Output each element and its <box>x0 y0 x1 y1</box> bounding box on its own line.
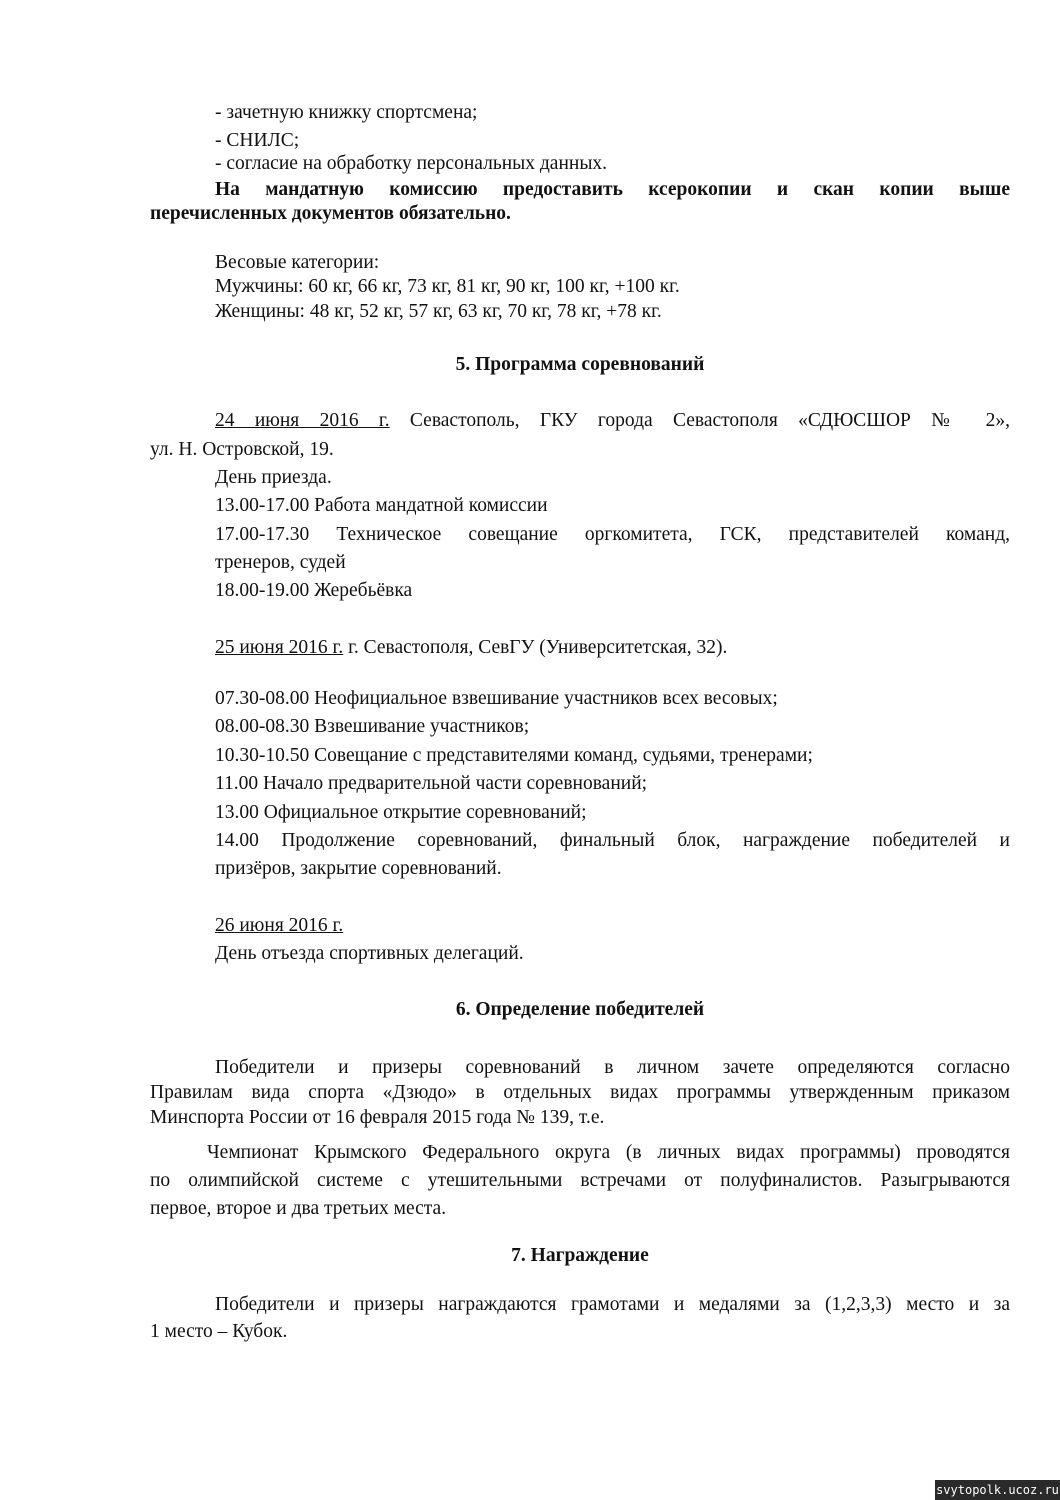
paragraph-line: первое, второе и два третьих места. <box>150 1198 447 1219</box>
paragraph-line: Правилам вида спорта «Дзюдо» в отдельных видах программы утвержденным приказом <box>150 1082 1010 1103</box>
schedule-item: 10.30-10.50 Совещание с представителями команд, судьями, тренерами; <box>215 745 813 766</box>
schedule-item-cont: призёров, закрытие соревнований. <box>215 858 502 879</box>
paragraph-line: по олимпийской системе с утешительными встречами от полуфиналистов. Разыгрываются <box>150 1170 1010 1191</box>
day2-date: 25 июня 2016 г. <box>215 637 344 658</box>
mandate-note-line: На мандатную комиссию предоставить ксерокопии и скан копии выше <box>215 179 1010 200</box>
paragraph-line: Чемпионат Крымского Федерального округа (в личных видах программы) проводятся <box>207 1142 1010 1163</box>
doc-list-item: - зачетную книжку спортсмена; <box>215 102 478 123</box>
section-heading: 6. Определение победителей <box>455 999 705 1020</box>
weights-women: Женщины: 48 кг, 52 кг, 57 кг, 63 кг, 70 кг, 78 кг, +78 кг. <box>215 301 662 322</box>
schedule-item: 11.00 Начало предварительной части соревнований; <box>215 773 648 794</box>
day1-place: Севастополь, ГКУ города Севастополя «СДЮСШОР № 2», <box>389 410 1010 431</box>
day3-text: День отъезда спортивных делегаций. <box>215 943 524 964</box>
day1-arrival: День приезда. <box>215 467 332 488</box>
day1-place-line <box>215 409 1010 433</box>
schedule-item: 07.30-08.00 Неофициальное взвешивание участников всех весовых; <box>215 688 778 709</box>
paragraph-line: Победители и призеры награждаются грамотами и медалями за (1,2,3,3) место и за <box>215 1294 1010 1315</box>
doc-list-item: - СНИЛС; <box>215 130 300 151</box>
weights-title: Весовые категории: <box>215 252 380 273</box>
site-watermark: svytopolk.ucoz.ru <box>935 1480 1060 1500</box>
paragraph-line: Минспорта России от 16 февраля 2015 года № 139, т.е. <box>150 1107 605 1128</box>
schedule-item: 14.00 Продолжение соревнований, финальный блок, награждение победителей и <box>215 830 1010 851</box>
doc-list-item: - согласие на обработку персональных данных. <box>215 153 608 174</box>
schedule-item: 18.00-19.00 Жеребьёвка <box>215 580 413 601</box>
section-heading: 7. Награждение <box>511 1245 649 1266</box>
day2-place-line <box>215 636 727 660</box>
mandate-note-line: перечисленных документов обязательно. <box>150 203 511 224</box>
paragraph-line: Победители и призеры соревнований в личном зачете определяются согласно <box>215 1057 1010 1078</box>
schedule-item: 13.00-17.00 Работа мандатной комиссии <box>215 495 548 516</box>
paragraph-line: 1 место – Кубок. <box>150 1321 288 1342</box>
schedule-item: 17.00-17.30 Техническое совещание оргкомитета, ГСК, представителей команд, <box>215 524 1010 545</box>
day2-place: г. Севастополя, СевГУ (Университетская, 32). <box>343 637 728 658</box>
day3-date: 26 июня 2016 г. <box>215 915 344 936</box>
schedule-item-cont: тренеров, судей <box>215 552 346 573</box>
day1-date: 24 июня 2016 г. <box>215 410 390 431</box>
day1-place-line2: ул. Н. Островской, 19. <box>150 439 334 460</box>
schedule-item: 13.00 Официальное открытие соревнований; <box>215 802 587 823</box>
section-heading: 5. Программа соревнований <box>455 354 705 375</box>
schedule-item: 08.00-08.30 Взвешивание участников; <box>215 716 530 737</box>
weights-men: Мужчины: 60 кг, 66 кг, 73 кг, 81 кг, 90 кг, 100 кг, +100 кг. <box>215 276 680 297</box>
